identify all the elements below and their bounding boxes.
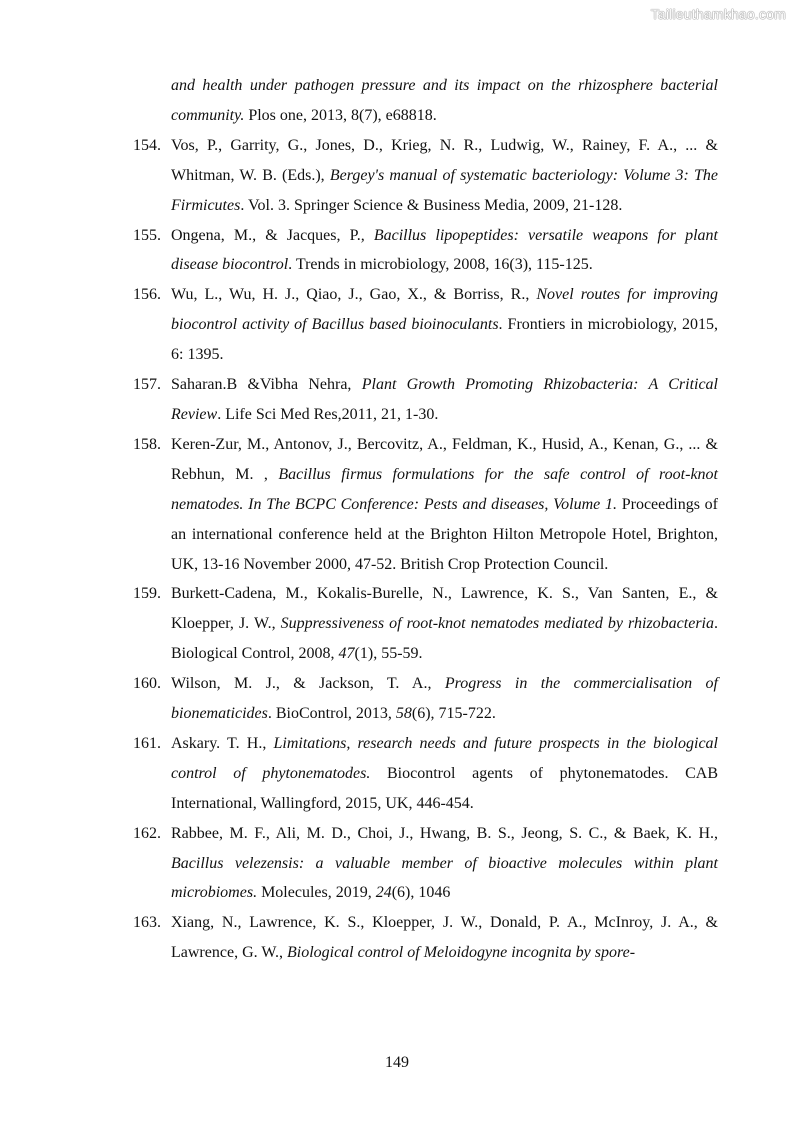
reference-155 — [133, 221, 718, 281]
reference-authors: Burkett-Cadena, M., Kokalis-Burelle, N., Lawrence, K. S., Van Santen, E., & Kloepper, J. W., — [171, 585, 718, 633]
reference-163 — [133, 908, 718, 968]
reference-title: Bacillus velezensis: a valuable member of bioactive molecules within plant microbiomes. — [171, 854, 718, 902]
reference-volume: 58 — [395, 705, 412, 723]
reference-authors: Ongena, M., & Jacques, P. — [171, 226, 361, 244]
reference-source: Proceedings of an international conference held at the Brighton Hilton Metropole Hotel, Brighton, UK, 13-16 November 2000, 47-52. British Crop Protection Council. — [171, 495, 718, 573]
reference-160 — [133, 669, 718, 729]
reference-authors: Vos, P., Garrity, G., Jones, D., Krieg, N. R., Ludwig, W., Rainey, F. A., ... & Whitman, W. B. (Eds.), — [171, 136, 718, 184]
reference-authors: Wilson, M. J., & Jackson, T. A., — [171, 675, 445, 693]
reference-source-end: (1), 55-59. — [354, 645, 423, 663]
reference-source-end: (6), 715-722. — [411, 705, 496, 723]
reference-157 — [133, 370, 718, 430]
reference-list — [133, 71, 718, 968]
reference-title: Limitations, research needs and future prospects in the biological control of phytonematodes. — [171, 734, 718, 782]
reference-source: . Vol. 3. Springer Science & Business Media, 2009, 21-128. — [240, 196, 623, 214]
reference-number: 154. — [133, 136, 161, 154]
reference-volume: 24 — [375, 884, 392, 902]
reference-authors: Saharan.B &Vibha Nehra, — [171, 376, 362, 394]
reference-source: . Frontiers in microbiology, 2015, 6: 1395. — [171, 316, 718, 364]
reference-158 — [133, 430, 718, 580]
reference-source: . Trends in microbiology, 2008, 16(3), 115-125. — [288, 256, 593, 274]
reference-source-end: (6), 1046 — [391, 884, 451, 902]
reference-title: Bergey's manual of systematic bacteriology: Volume 3: The Firmicutes — [171, 166, 719, 214]
reference-156 — [133, 280, 718, 370]
reference-number: 161. — [133, 734, 161, 752]
reference-159 — [133, 579, 718, 669]
reference-number: 158. — [133, 435, 161, 453]
reference-number: 163. — [133, 914, 161, 932]
reference-number: 162. — [133, 824, 161, 842]
reference-number: 160. — [133, 675, 161, 693]
reference-title: Bacillus firmus formulations for the safe control of root-knot nematodes. In The BCPC Conference: Pests and diseases, Volume 1. — [171, 465, 719, 513]
watermark: Tailieuthamkhao.com — [650, 6, 786, 22]
reference-continuation — [133, 71, 718, 131]
page-number: 149 — [385, 1054, 409, 1071]
reference-title: Suppressiveness of root-knot nematodes mediated by rhizobacteria — [280, 615, 714, 633]
reference-volume: 47 — [338, 645, 355, 663]
reference-authors: Keren-Zur, M., Antonov, J., Bercovitz, A., Feldman, K., Husid, A., Kenan, G., ... & Rebhun, M. , — [171, 435, 718, 483]
reference-title: Biological control of Meloidogyne incognita by spore- — [286, 944, 636, 962]
reference-title: , Bacillus lipopeptides: versatile weapons for plant disease biocontrol — [171, 226, 718, 274]
reference-source: Plos one, 2013, 8(7), e68818. — [244, 106, 437, 124]
reference-161 — [133, 729, 718, 819]
reference-number: 157. — [133, 376, 161, 394]
reference-162 — [133, 819, 718, 909]
reference-source: . Life Sci Med Res,2011, 21, 1-30. — [217, 405, 439, 423]
reference-number: 155. — [133, 226, 161, 244]
reference-authors: Rabbee, M. F., Ali, M. D., Choi, J., Hwang, B. S., Jeong, S. C., & Baek, K. H., — [171, 824, 718, 842]
reference-title: and health under pathogen pressure and its impact on the rhizosphere bacterial community. — [171, 77, 718, 124]
reference-authors: Xiang, N., Lawrence, K. S., Kloepper, J. W., Donald, P. A., McInroy, J. A., & Lawrence, G. W., — [171, 914, 718, 962]
reference-source: Molecules, 2019, — [257, 884, 376, 902]
reference-154 — [133, 131, 718, 221]
reference-number: 159. — [133, 585, 161, 603]
reference-source: Biocontrol agents of phytonematodes. CAB International, Wallingford, 2015, UK, 446-454. — [171, 764, 719, 812]
reference-title: Progress in the commercialisation of bionematicides — [171, 675, 719, 723]
reference-authors: Askary. T. H., — [171, 734, 274, 752]
reference-source: . BioControl, 2013, — [267, 705, 396, 723]
reference-source: . Biological Control, 2008, — [171, 615, 718, 663]
reference-number: 156. — [133, 286, 161, 304]
reference-title: Plant Growth Promoting Rhizobacteria: A Critical Review — [171, 376, 719, 423]
reference-title: Novel routes for improving biocontrol activity of Bacillus based bioinoculants — [171, 286, 719, 334]
reference-authors: Wu, L., Wu, H. J., Qiao, J., Gao, X., & Borriss, R., — [171, 286, 537, 304]
